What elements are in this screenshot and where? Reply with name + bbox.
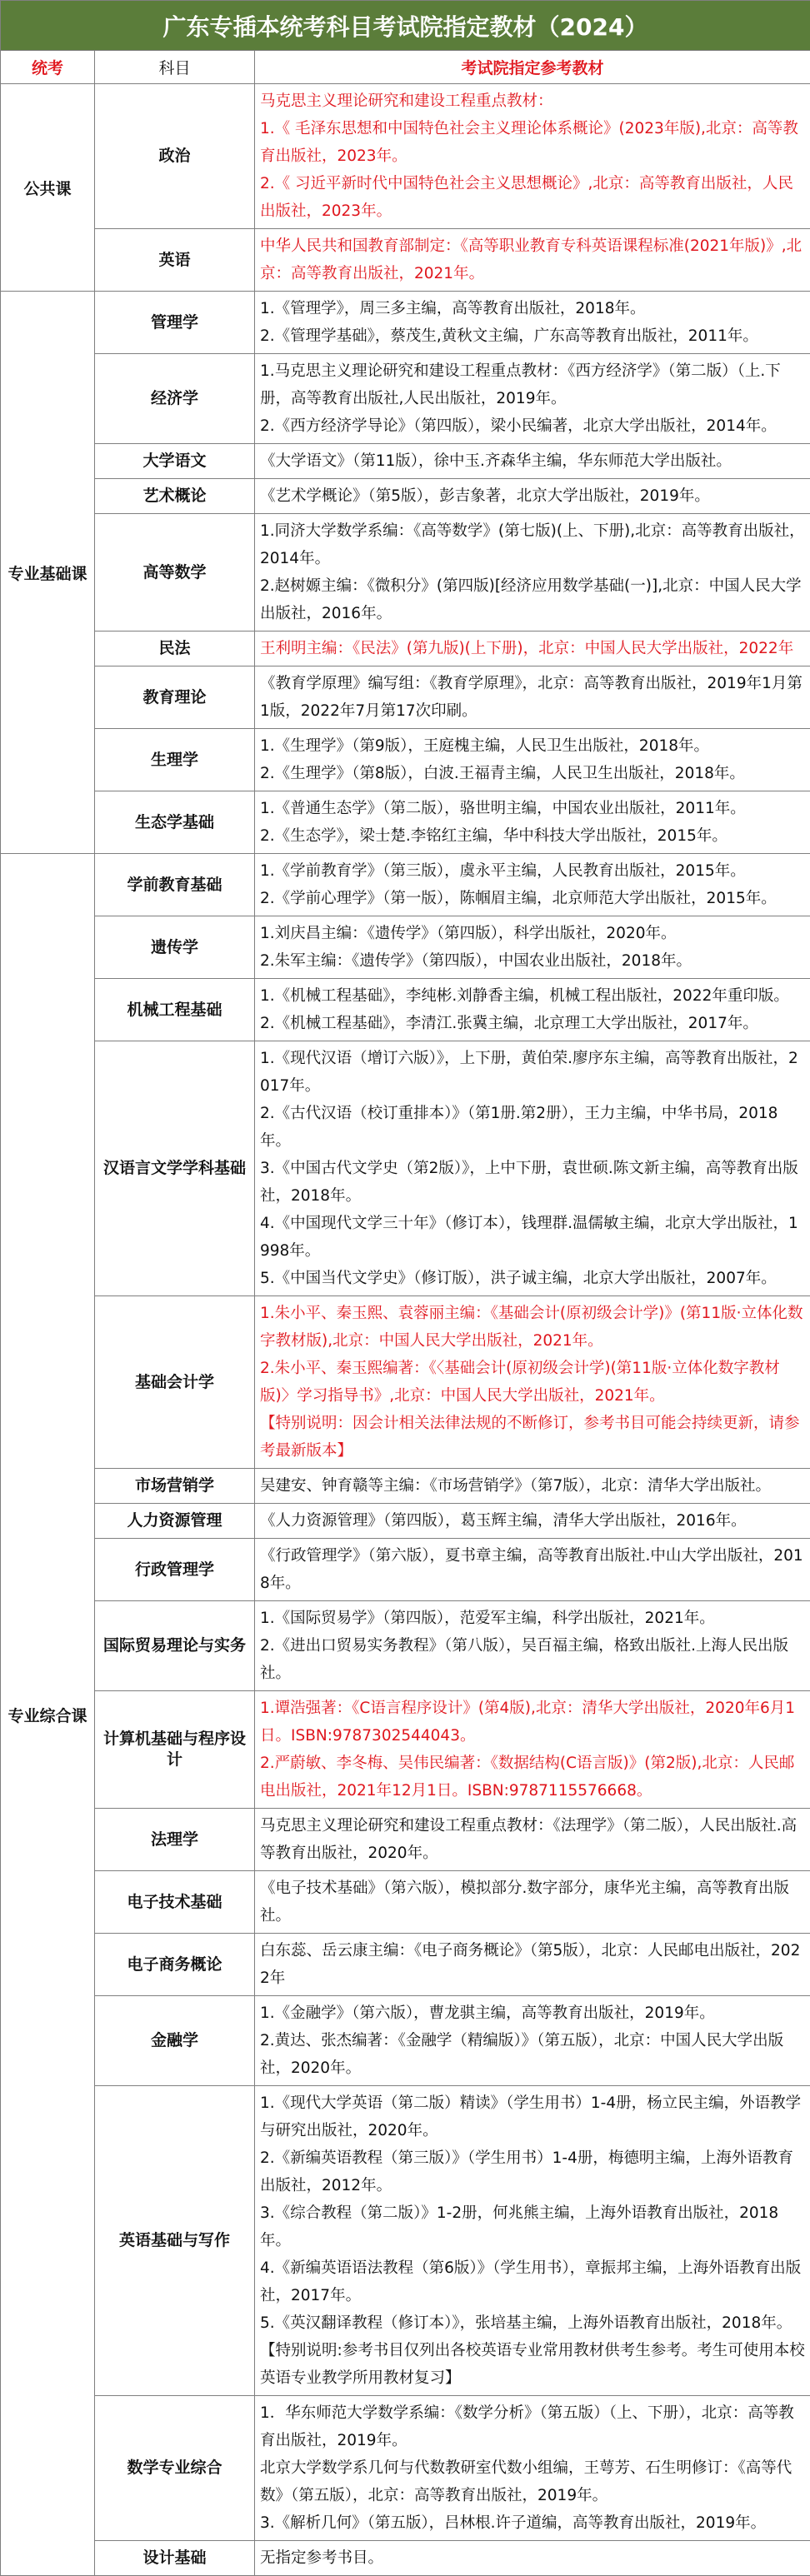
textbook-line: 《教育学原理》编写组：《教育学原理》，北京：高等教育出版社，2019年1月第1版，2022年7月第17次印刷。	[260, 670, 805, 725]
table-row	[1, 1871, 810, 1934]
textbook-cell	[255, 292, 810, 354]
textbook-line: 2.黄达、张杰编著：《金融学（精编版）》（第五版），北京：中国人民大学出版社，2020年。	[260, 2027, 805, 2082]
textbook-line: 无指定参考书目。	[260, 2544, 805, 2572]
textbook-line: 1.《生理学》（第9版），王庭槐主编，人民卫生出版社，2018年。	[260, 732, 805, 760]
subject-cell: 艺术概论	[95, 479, 255, 514]
textbook-cell	[255, 632, 810, 666]
table-row	[1, 1469, 810, 1504]
textbook-line: 1.《现代大学英语（第二版）精读》（学生用书）1-4册，杨立民主编，外语教学与研究出版社，2020年。	[260, 2089, 805, 2144]
textbook-cell	[255, 444, 810, 479]
textbook-cell	[255, 479, 810, 514]
textbook-line: 1.马克思主义理论研究和建设工程重点教材：《西方经济学》（第二版）（上.下册，高等教育出版社,人民出版社，2019年。	[260, 357, 805, 412]
subject-cell: 英语基础与写作	[95, 2086, 255, 2396]
textbook-cell	[255, 916, 810, 979]
subject-cell: 英语	[95, 229, 255, 292]
textbook-line: 2.严蔚敏、李冬梅、吴伟民编著：《数据结构(C语言版)》(第2版),北京：人民邮电出版社，2021年12月1日。ISBN:9787115576668。	[260, 1750, 805, 1805]
table-row	[1, 791, 810, 854]
header-subject: 科目	[95, 51, 255, 84]
textbook-cell	[255, 1504, 810, 1539]
table-row	[1, 916, 810, 979]
table-row	[1, 229, 810, 292]
textbook-cell	[255, 354, 810, 444]
textbook-line: 2.朱军主编：《遗传学》（第四版），中国农业出版社，2018年。	[260, 947, 805, 975]
textbook-line: 2.朱小平、秦玉熙编著：《〈基础会计(原初级会计学)(第11版·立体化数字教材版)〉学习指导书》,北京：中国人民大学出版社，2021年。	[260, 1355, 805, 1410]
textbook-line: 3.《综合教程（第二版）》1-2册，何兆熊主编，上海外语教育出版社，2018年。	[260, 2199, 805, 2254]
textbook-line: 4.《中国现代文学三十年》（修订本），钱理群.温儒敏主编，北京大学出版社，1998年。	[260, 1210, 805, 1265]
textbook-line: 马克思主义理论研究和建设工程重点教材：《法理学》（第二版），人民出版社.高等教育出版社，2020年。	[260, 1812, 805, 1867]
textbook-cell	[255, 1469, 810, 1504]
textbook-line: 1.《机械工程基础》，李纯彬.刘静香主编，机械工程出版社，2022年重印版。	[260, 982, 805, 1010]
subject-cell: 遗传学	[95, 916, 255, 979]
subject-cell: 法理学	[95, 1809, 255, 1871]
textbook-cell	[255, 666, 810, 729]
textbook-cell	[255, 1871, 810, 1934]
textbook-line: 2.《古代汉语（校订重排本）》（第1册.第2册），王力主编，中华书局，2018年。	[260, 1100, 805, 1155]
textbook-cell	[255, 2396, 810, 2541]
table-row	[1, 1996, 810, 2086]
subject-cell: 机械工程基础	[95, 979, 255, 1041]
table-row	[1, 979, 810, 1041]
textbook-line: 王利明主编：《民法》(第九版)(上下册)，北京：中国人民大学出版社，2022年	[260, 635, 805, 662]
subject-cell: 民法	[95, 632, 255, 666]
textbook-line: 2.《机械工程基础》，李清江.张冀主编，北京理工大学出版社，2017年。	[260, 1010, 805, 1037]
subject-cell: 高等数学	[95, 514, 255, 632]
textbook-line: 5.《英汉翻译教程（修订本）》，张培基主编，上海外语教育出版社，2018年。	[260, 2309, 805, 2337]
textbook-line: 1.同济大学数学系编：《高等数学》(第七版)(上、下册),北京：高等教育出版社，2014年。	[260, 517, 805, 572]
table-row	[1, 1041, 810, 1296]
textbook-line: 1.《金融学》（第六版），曹龙骐主编，高等教育出版社，2019年。	[260, 1999, 805, 2027]
subject-cell: 汉语言文学学科基础	[95, 1041, 255, 1296]
textbook-line: 《人力资源管理》（第四版），葛玉辉主编，清华大学出版社，2016年。	[260, 1507, 805, 1535]
textbook-line: 5.《中国当代文学史》（修订版），洪子诚主编，北京大学出版社，2007年。	[260, 1265, 805, 1292]
textbook-line: 《艺术学概论》（第5版），彭吉象著，北京大学出版社，2019年。	[260, 482, 805, 510]
table-row	[1, 2396, 810, 2541]
textbook-line: 1.朱小平、秦玉熙、袁蓉丽主编：《基础会计(原初级会计学)》(第11版·立体化数字教材版),北京：中国人民大学出版社，2021年。	[260, 1300, 805, 1355]
subject-cell: 基础会计学	[95, 1296, 255, 1469]
table-row	[1, 1296, 810, 1469]
table-row	[1, 1809, 810, 1871]
textbook-cell	[255, 1996, 810, 2086]
subject-cell: 经济学	[95, 354, 255, 444]
textbook-line: 1.《学前教育学》（第三版），虞永平主编，人民教育出版社，2015年。	[260, 857, 805, 885]
textbook-line: 2.《学前心理学》（第一版），陈帼眉主编，北京师范大学出版社，2015年。	[260, 885, 805, 912]
category-cell: 专业基础课	[1, 292, 95, 854]
table-row	[1, 1934, 810, 1996]
category-cell: 公共课	[1, 84, 95, 292]
subject-cell: 数学专业综合	[95, 2396, 255, 2541]
subject-cell: 大学语文	[95, 444, 255, 479]
textbook-line: 中华人民共和国教育部制定：《高等职业教育专科英语课程标准(2021年版)》,北京：高等教育出版社，2021年。	[260, 232, 805, 287]
textbook-cell	[255, 791, 810, 854]
textbook-cell	[255, 2086, 810, 2396]
textbook-line: 《行政管理学》（第六版），夏书章主编，高等教育出版社.中山大学出版社，2018年。	[260, 1542, 805, 1597]
subject-cell: 生理学	[95, 729, 255, 791]
category-cell: 专业综合课	[1, 854, 95, 2576]
textbook-line: 《大学语文》（第11版），徐中玉.齐森华主编，华东师范大学出版社。	[260, 447, 805, 475]
subject-cell: 计算机基础与程序设计	[95, 1691, 255, 1809]
textbook-line: 1.《现代汉语（增订六版）》，上下册，黄伯荣.廖序东主编，高等教育出版社，2017年。	[260, 1045, 805, 1100]
table-row	[1, 1691, 810, 1809]
textbook-line: 2.《管理学基础》，蔡茂生,黄秋文主编，广东高等教育出版社，2011年。	[260, 322, 805, 350]
textbook-line: 1.《普通生态学》（第二版），骆世明主编，中国农业出版社，2011年。	[260, 795, 805, 822]
textbook-cell	[255, 84, 810, 229]
textbook-cell	[255, 1691, 810, 1809]
textbook-line: 1.刘庆昌主编：《遗传学》（第四版），科学出版社，2020年。	[260, 920, 805, 947]
subject-cell: 人力资源管理	[95, 1504, 255, 1539]
table-row	[1, 2541, 810, 2576]
table-row	[1, 854, 810, 916]
subject-cell: 行政管理学	[95, 1539, 255, 1601]
subject-cell: 国际贸易理论与实务	[95, 1601, 255, 1691]
table-row	[1, 354, 810, 444]
textbook-cell	[255, 229, 810, 292]
table-row	[1, 514, 810, 632]
table-row	[1, 1601, 810, 1691]
header-category: 统考	[1, 51, 95, 84]
table-row	[1, 292, 810, 354]
textbook-line: 2.《 习近平新时代中国特色社会主义思想概论》,北京：高等教育出版社，人民出版社，2023年。	[260, 170, 805, 225]
subject-cell: 政治	[95, 84, 255, 229]
textbook-line: 【特别说明：因会计相关法律法规的不断修订，参考书目可能会持续更新，请参考最新版本】	[260, 1410, 805, 1465]
table-row	[1, 2086, 810, 2396]
subject-cell: 学前教育基础	[95, 854, 255, 916]
textbook-line: 北京大学数学系几何与代数教研室代数小组编，王萼芳、石生明修订：《高等代数》（第五版），北京：高等教育出版社，2019年。	[260, 2454, 805, 2509]
subject-cell: 电子商务概论	[95, 1934, 255, 1996]
subject-cell: 管理学	[95, 292, 255, 354]
textbook-line: 3.《中国古代文学史（第2版）》，上中下册，袁世硕.陈文新主编，高等教育出版社，2018年。	[260, 1155, 805, 1210]
subject-cell: 金融学	[95, 1996, 255, 2086]
textbook-line: 1.《 毛泽东思想和中国特色社会主义理论体系概论》(2023年版),北京：高等教育出版社，2023年。	[260, 115, 805, 170]
textbook-line: 白东蕊、岳云康主编：《电子商务概论》（第5版），北京：人民邮电出版社，2022年	[260, 1937, 805, 1992]
textbook-line: 《电子技术基础》（第六版），模拟部分.数字部分，康华光主编，高等教育出版社。	[260, 1875, 805, 1930]
textbook-line: 马克思主义理论研究和建设工程重点教材：	[260, 87, 805, 115]
table-row	[1, 632, 810, 666]
textbook-cell	[255, 1809, 810, 1871]
textbook-cell	[255, 979, 810, 1041]
textbook-line: 2.《西方经济学导论》（第四版），梁小民编著，北京大学出版社，2014年。	[260, 412, 805, 440]
table-row	[1, 666, 810, 729]
textbook-line: 2.《生理学》（第8版），白波.王福青主编，人民卫生出版社，2018年。	[260, 760, 805, 787]
textbook-cell	[255, 1041, 810, 1296]
textbook-cell	[255, 1296, 810, 1469]
textbook-line: 1.谭浩强著：《C语言程序设计》(第4版),北京：清华大学出版社，2020年6月1日。ISBN:9787302544043。	[260, 1695, 805, 1750]
subject-cell: 生态学基础	[95, 791, 255, 854]
textbook-line: 3.《解析几何》（第五版），吕林根.许子道编，高等教育出版社，2019年。	[260, 2509, 805, 2537]
textbook-line: 1．华东师范大学数学系编：《数学分析》（第五版）（上、下册），北京：高等教育出版社，2019年。	[260, 2399, 805, 2454]
table-row	[1, 479, 810, 514]
textbook-line: 吴建安、钟育赣等主编：《市场营销学》（第7版），北京：清华大学出版社。	[260, 1472, 805, 1500]
table-row	[1, 444, 810, 479]
subject-cell: 设计基础	[95, 2541, 255, 2576]
textbook-line: 2.赵树嫄主编：《微积分》(第四版)[经济应用数学基础(一)],北京：中国人民大学出版社，2016年。	[260, 572, 805, 627]
textbook-line: 1.《管理学》，周三多主编，高等教育出版社，2018年。	[260, 295, 805, 322]
table-row	[1, 1539, 810, 1601]
textbook-cell	[255, 854, 810, 916]
textbook-line: 1.《国际贸易学》（第四版），范爱军主编，科学出版社，2021年。	[260, 1605, 805, 1632]
subject-cell: 电子技术基础	[95, 1871, 255, 1934]
table-row	[1, 84, 810, 229]
table-title: 广东专插本统考科目考试院指定教材（2024）	[1, 1, 810, 51]
textbook-line: 2.《新编英语教程（第三版）》（学生用书）1-4册，梅德明主编，上海外语教育出版社，2012年。	[260, 2144, 805, 2199]
textbook-line: 2.《进出口贸易实务教程》（第八版），吴百福主编，格致出版社.上海人民出版社。	[260, 1632, 805, 1687]
textbook-cell	[255, 1601, 810, 1691]
table-row	[1, 729, 810, 791]
textbook-cell	[255, 514, 810, 632]
textbook-cell	[255, 729, 810, 791]
textbook-line: 【特别说明:参考书目仅列出各校英语专业常用教材供考生参考。考生可使用本校英语专业教学所用教材复习】	[260, 2337, 805, 2392]
textbook-cell	[255, 2541, 810, 2576]
textbook-cell	[255, 1934, 810, 1996]
subject-cell: 市场营销学	[95, 1469, 255, 1504]
subject-cell: 教育理论	[95, 666, 255, 729]
textbook-cell	[255, 1539, 810, 1601]
textbook-line: 4.《新编英语语法教程（第6版）》（学生用书），章振邦主编，上海外语教育出版社，2017年。	[260, 2254, 805, 2309]
header-textbooks: 考试院指定参考教材	[255, 51, 810, 84]
textbook-line: 2.《生态学》，梁士楚.李铭红主编，华中科技大学出版社，2015年。	[260, 822, 805, 850]
table-row	[1, 1504, 810, 1539]
